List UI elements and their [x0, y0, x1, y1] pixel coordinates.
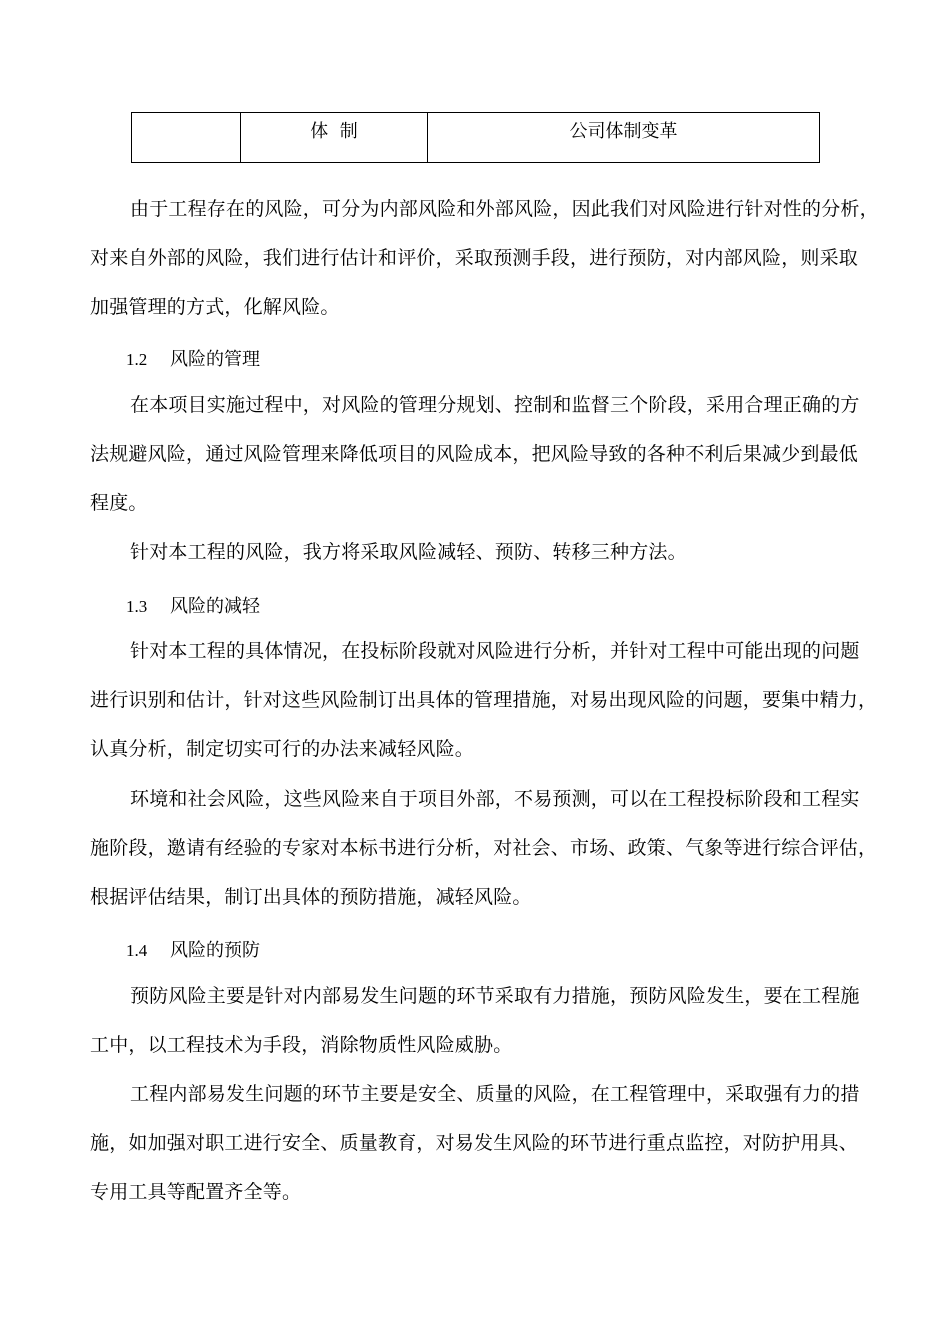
paragraph-line: 加强管理的方式，化解风险。: [90, 296, 340, 318]
paragraph: [90, 1070, 860, 1217]
section-number: 1.3: [126, 597, 148, 616]
paragraph: [90, 528, 860, 577]
paragraph-line: 施阶段，邀请有经验的专家对本标书进行分析，对社会、市场、政策、气象等进行综合评估，: [90, 837, 878, 859]
paragraph-line: 法规避风险，通过风险管理来降低项目的风险成本，把风险导致的各种不利后果减少到最低: [90, 443, 859, 465]
paragraph-line: 根据评估结果，制订出具体的预防措施，减轻风险。: [90, 886, 532, 908]
table-cell-empty: [132, 113, 241, 163]
paragraph: [90, 185, 879, 332]
paragraph-line: 工中，以工程技术为手段，消除物质性风险威胁。: [90, 1034, 513, 1056]
section-title: 风险的减轻: [170, 596, 260, 617]
paragraph-line: 专用工具等配置齐全等。: [90, 1181, 302, 1203]
paragraph-line: 工程内部易发生问题的环节主要是安全、质量的风险，在工程管理中，采取强有力的措: [130, 1083, 860, 1105]
table-cell-description: [428, 113, 820, 163]
paragraph-line: 由于工程存在的风险，可分为内部风险和外部风险，因此我们对风险进行针对性的分析，: [130, 198, 879, 220]
paragraph: [90, 775, 878, 922]
paragraph-line: 预防风险主要是针对内部易发生问题的环节采取有力措施，预防风险发生，要在工程施: [130, 985, 860, 1007]
risk-table: [131, 112, 820, 163]
paragraph-line: 程度。: [90, 492, 148, 514]
section-title: 风险的管理: [170, 349, 260, 370]
description-text: 公司体制变革: [569, 121, 678, 142]
section-heading: [126, 348, 260, 372]
category-text: 体 制: [310, 121, 358, 142]
paragraph-line: 施，如加强对职工进行安全、质量教育，对易发生风险的环节进行重点监控，对防护用具、: [90, 1132, 859, 1154]
section-number: 1.2: [126, 350, 148, 369]
section-heading: [126, 595, 260, 619]
paragraph-line: 认真分析，制定切实可行的办法来减轻风险。: [90, 738, 475, 760]
paragraph: [90, 972, 860, 1070]
paragraph-line: 针对本工程的具体情况，在投标阶段就对风险进行分析，并针对工程中可能出现的问题: [130, 640, 860, 662]
table-row: [132, 113, 820, 163]
paragraph-line: 对来自外部的风险，我们进行估计和评价，采取预测手段，进行预防，对内部风险，则采取: [90, 247, 859, 269]
section-heading: [126, 939, 260, 963]
paragraph-line: 进行识别和估计，针对这些风险制订出具体的管理措施，对易出现风险的问题，要集中精力，: [90, 689, 878, 711]
paragraph-line: 环境和社会风险，这些风险来自于项目外部，不易预测，可以在工程投标阶段和工程实: [130, 788, 860, 810]
paragraph: [90, 381, 860, 528]
paragraph-line: 在本项目实施过程中，对风险的管理分规划、控制和监督三个阶段，采用合理正确的方: [130, 394, 860, 416]
section-number: 1.4: [126, 941, 148, 960]
table-cell-category: [241, 113, 428, 163]
section-title: 风险的预防: [170, 940, 260, 961]
paragraph-line: 针对本工程的风险，我方将采取风险减轻、预防、转移三种方法。: [130, 541, 687, 563]
paragraph: [90, 627, 878, 774]
